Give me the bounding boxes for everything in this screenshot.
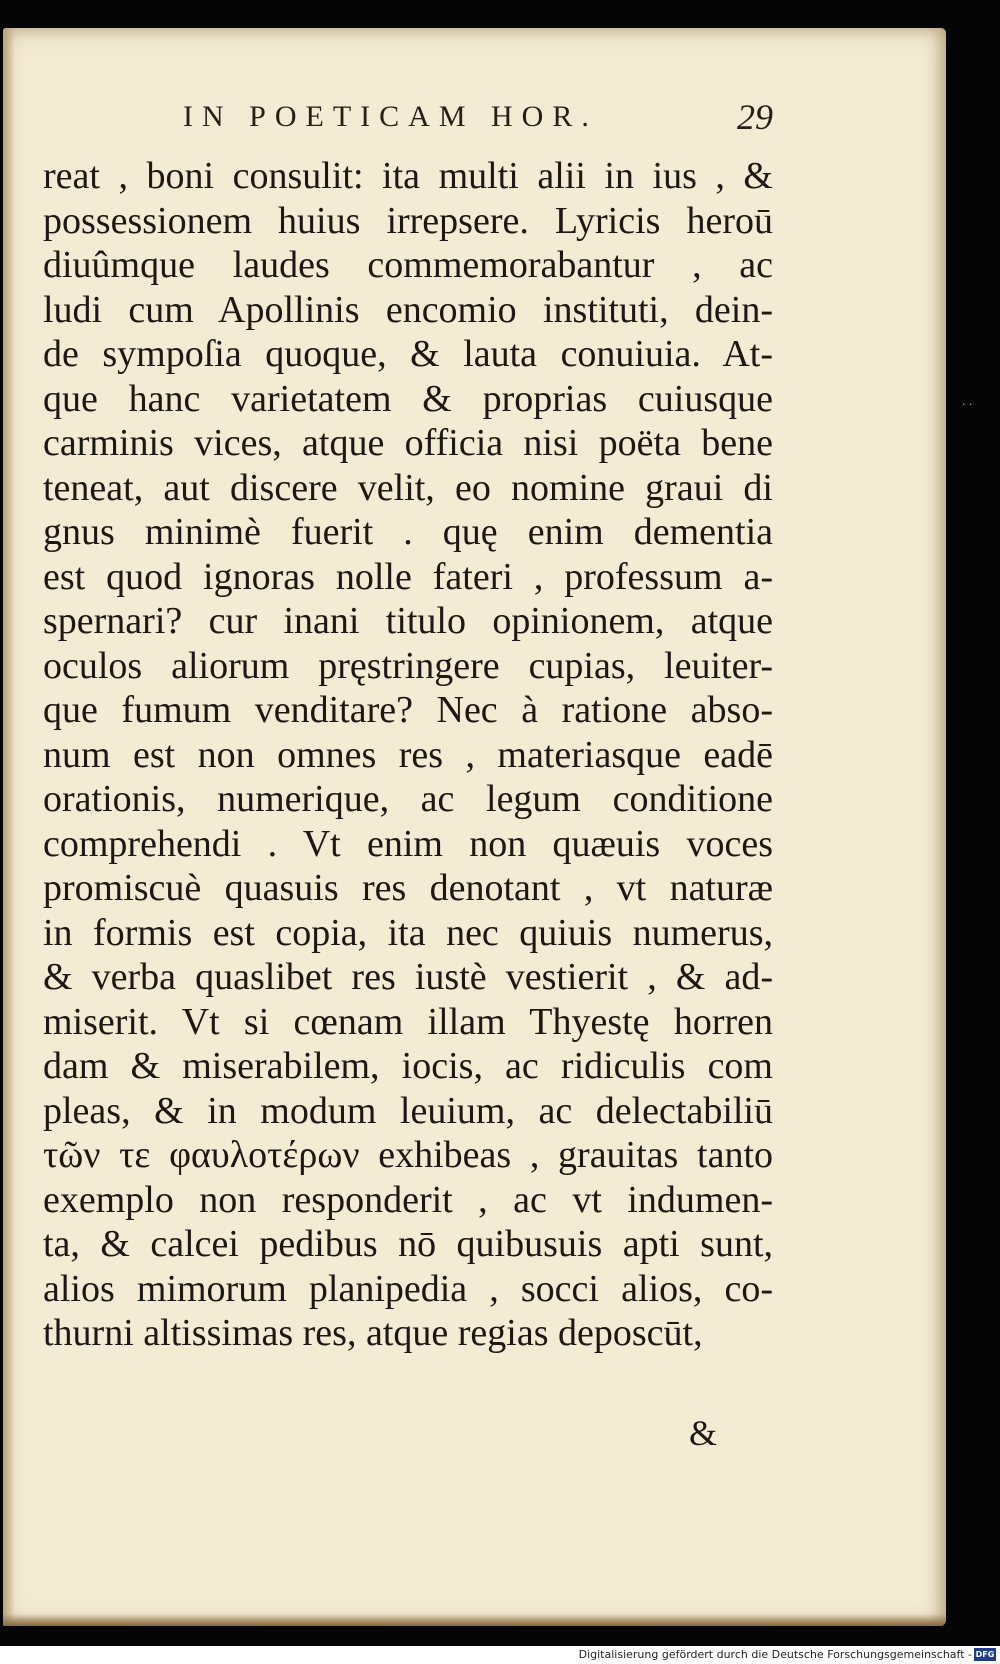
text-line: diuûmque laudes commemorabantur , ac [43, 244, 773, 286]
funding-credit: Digitalisierung gefördert durch die Deutsche Forschungsgemeinschaft - [578, 1648, 972, 1661]
text-line: dam & miserabilem, iocis, ac ridiculis com [43, 1045, 773, 1087]
text-line: in formis est copia, ita nec quiuis numerus, [43, 911, 773, 954]
body-text [43, 154, 773, 1356]
text-line: & verba quaslibet res iustè vestierit , & ad- [43, 956, 773, 998]
page-number: 29 [737, 97, 773, 137]
catchword: & [689, 1413, 718, 1453]
text-line: alios mimorum planipedia , socci alios, co- [43, 1267, 773, 1310]
text-line: spernari? cur inani titulo opinionem, atque [43, 600, 773, 642]
text-line: gnus minimè fuerit . quę enim dementia [43, 511, 773, 553]
page-bottom-edge [3, 1614, 946, 1626]
text-line: de sympoſia quoque, & lauta conuiuia. At- [43, 333, 773, 375]
text-line: ta, & calcei pedibus nō quibusuis apti sunt, [43, 1223, 773, 1265]
text-line: possessionem huius irrepsere. Lyricis heroū [43, 199, 773, 242]
text-line: comprehendi . Vt enim non quæuis voces [43, 822, 773, 865]
text-line: τῶν τε φαυλοτέρων exhibeas , grauitas tanto [43, 1134, 773, 1176]
text-line: promiscuè quasuis res denotant , vt naturæ [43, 867, 773, 909]
page-left-edge-shadow [3, 28, 15, 1626]
running-head: IN POETICAM HOR. [183, 100, 598, 133]
text-line: carminis vices, atque officia nisi poëta bene [43, 422, 773, 464]
text-line: que fumum venditare? Nec à ratione abso- [43, 689, 773, 731]
text-line: oculos aliorum pręstringere cupias, leuiter- [43, 644, 773, 687]
book-page [3, 28, 946, 1626]
text-line: pleas, & in modum leuium, ac delectabiliū [43, 1089, 773, 1132]
text-line: est quod ignoras nolle fateri , professum a- [43, 555, 773, 598]
text-line: miserit. Vt si cœnam illam Thyestę horren [43, 1000, 773, 1043]
text-line: ludi cum Apollinis encomio instituti, dein- [43, 288, 773, 331]
scan-speck-marks: · · [962, 398, 973, 411]
text-line: thurni altissimas res, atque regias deposcūt, [43, 1312, 703, 1354]
page-header [183, 97, 773, 150]
text-line: orationis, numerique, ac legum conditione [43, 778, 773, 820]
text-line: teneat, aut discere velit, eo nomine graui di [43, 466, 773, 509]
text-line: exemplo non responderit , ac vt indumen- [43, 1178, 773, 1221]
text-line: que hanc varietatem & proprias cuiusque [43, 377, 773, 420]
text-line: num est non omnes res , materiasque eadē [43, 733, 773, 776]
digitization-footer [0, 1646, 1000, 1664]
dfg-logo-icon: DFG [975, 1650, 995, 1659]
text-line: reat , boni consulit: ita multi alii in ius , & [43, 155, 773, 197]
